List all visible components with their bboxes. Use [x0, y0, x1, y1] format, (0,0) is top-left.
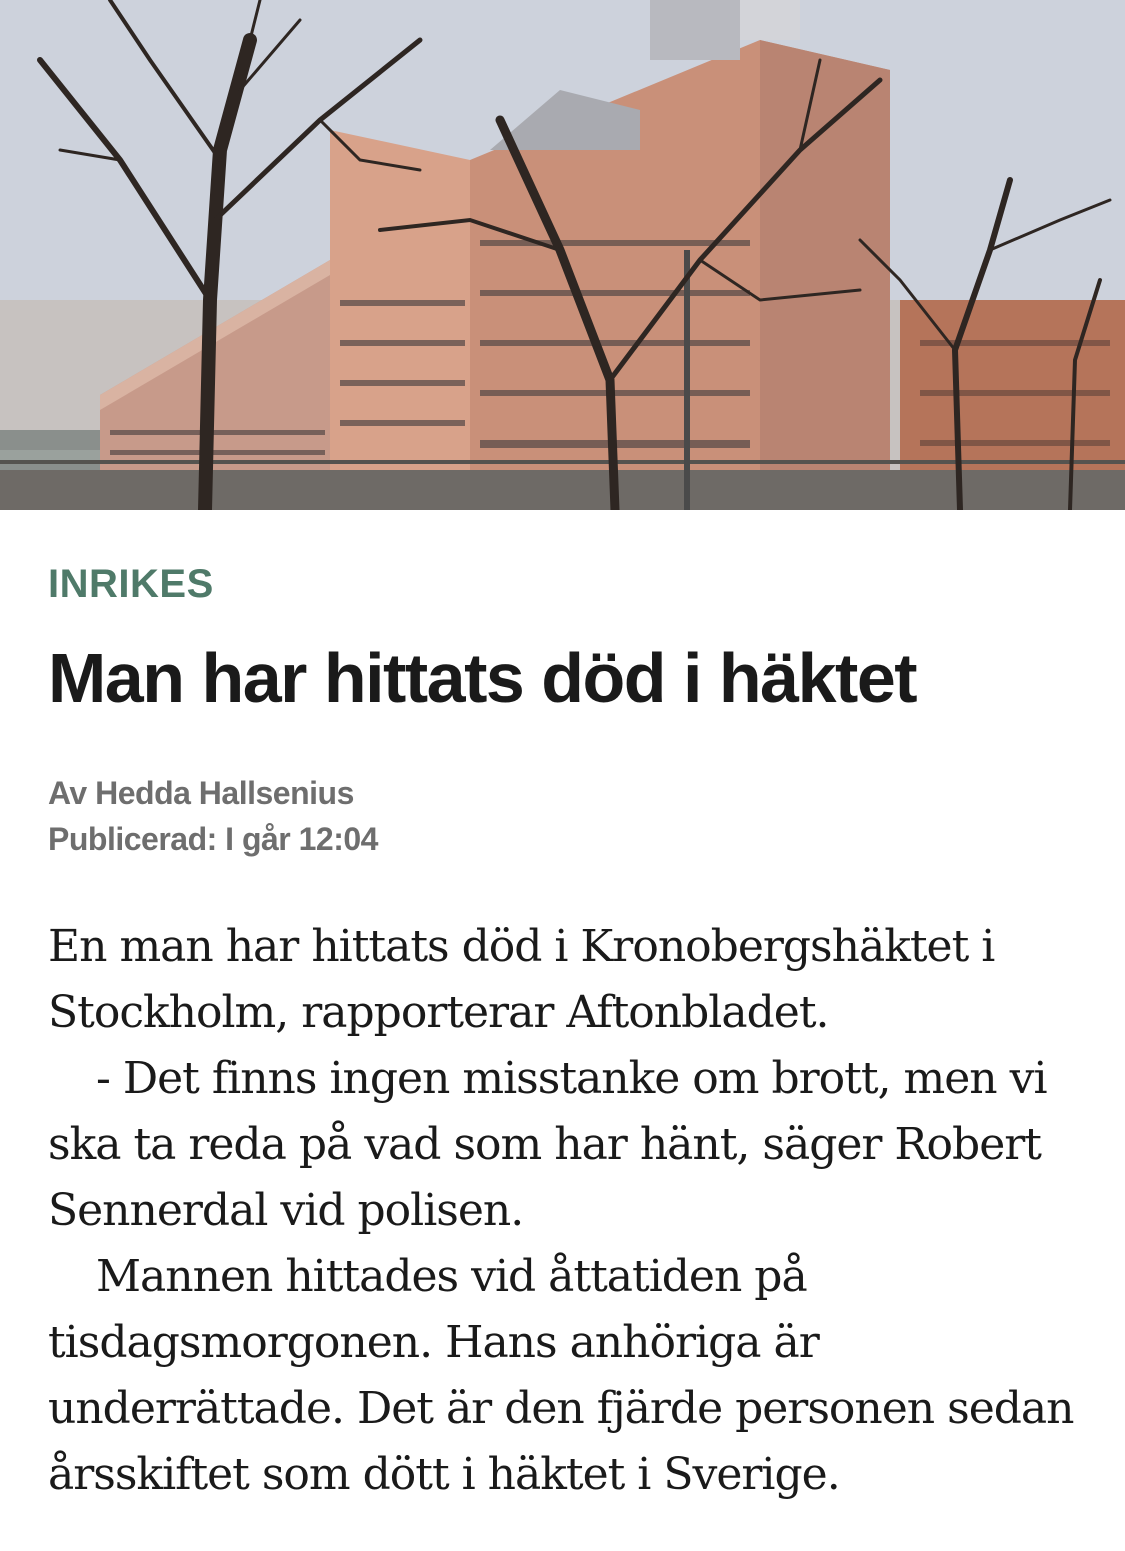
byline: [48, 770, 378, 862]
body-paragraph: En man har hittats död i Kronobergshäktet i Stockholm, rapporterar Aftonbladet.: [48, 921, 995, 1038]
author-name[interactable]: Av Hedda Hallsenius: [48, 775, 354, 811]
publish-time: Publicerad: I går 12:04: [48, 821, 378, 857]
hero-image: [0, 0, 1125, 510]
article-body: [48, 914, 1088, 1508]
body-paragraph: - Det finns ingen misstanke om brott, men vi ska ta reda på vad som har hänt, säger Robert Sennerdal vid polisen.: [48, 1053, 1047, 1236]
body-paragraph: Mannen hittades vid åttatiden på tisdagsmorgonen. Hans anhöriga är underrättade. Det är den fjärde personen sedan årsskiftet som dött i häktet i Sverige.: [48, 1251, 1074, 1500]
building-photo-icon: [0, 0, 1125, 510]
article-headline: Man har hittats död i häktet: [48, 639, 917, 717]
section-label[interactable]: INRIKES: [48, 562, 214, 606]
